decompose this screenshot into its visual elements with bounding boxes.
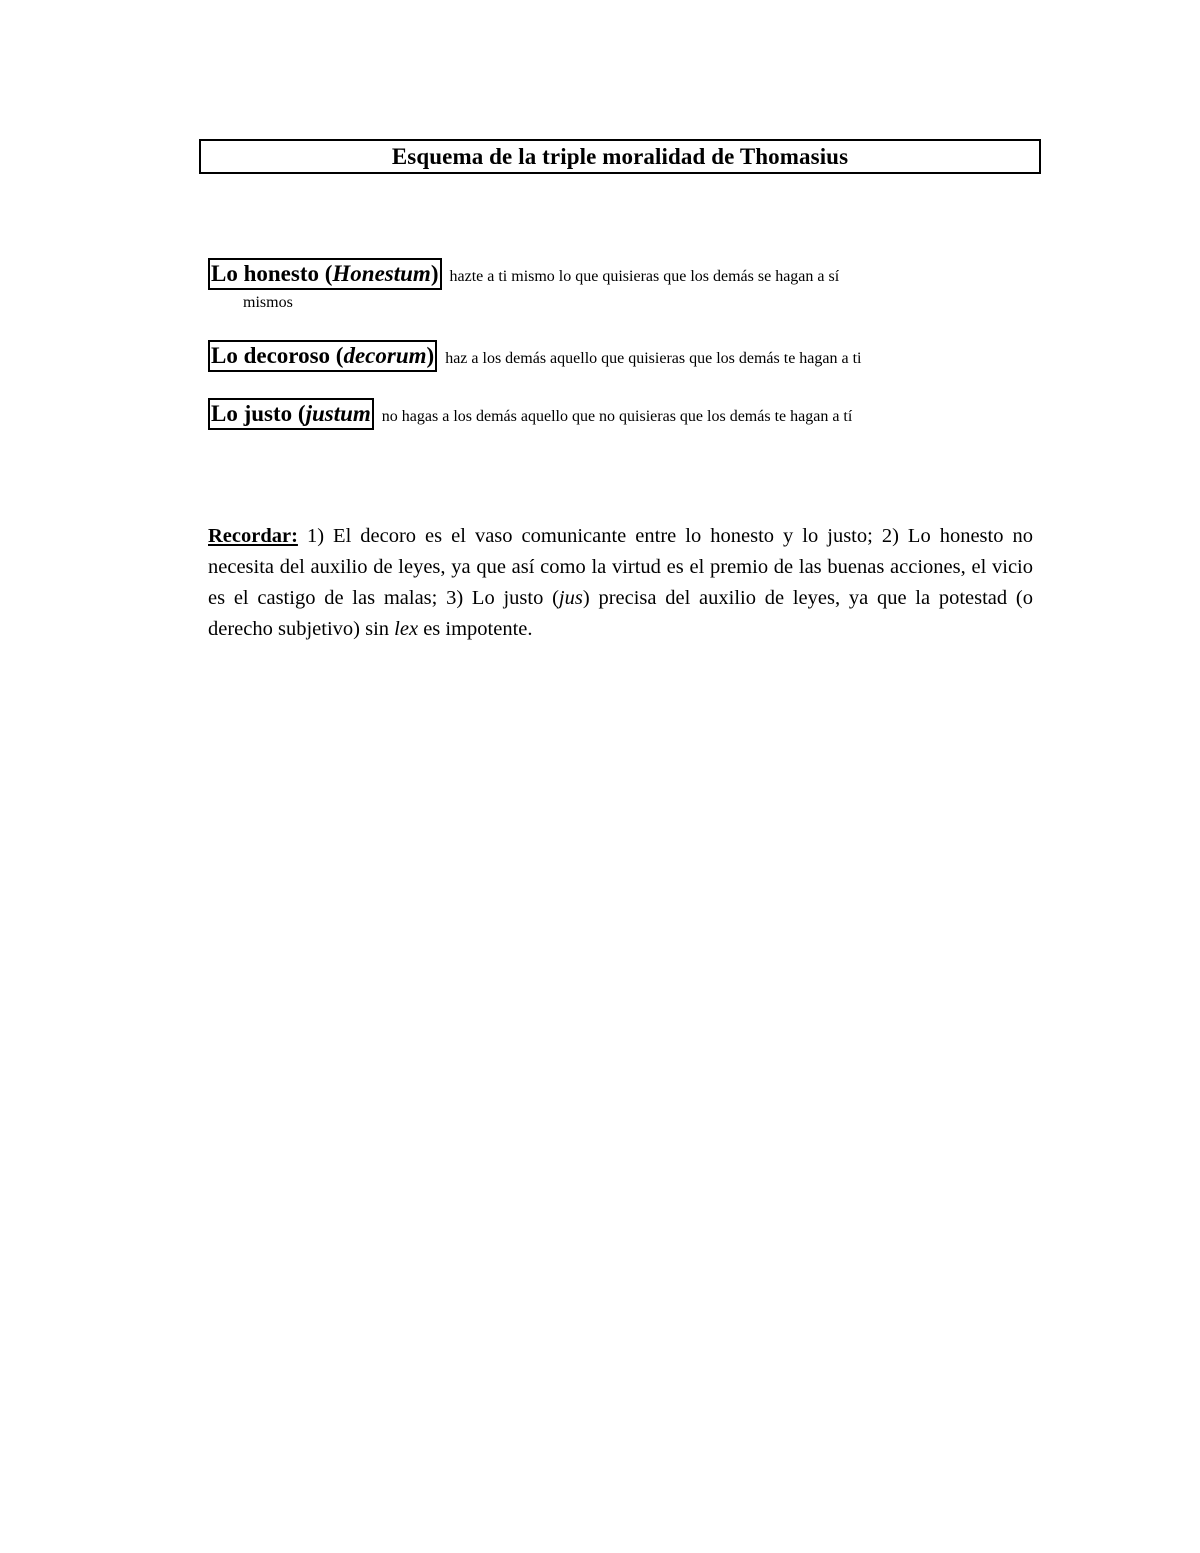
term-prefix: Lo honesto ( xyxy=(211,261,333,286)
reminder-text-1: 1) El decoro es el vaso comunicante entre lo honesto y lo justo; 2) Lo honesto no necesita del auxilio de leyes, ya que así como la virtud es el premio de las buenas acciones, el vicio es el castigo de las malas; 3) Lo justo ( xyxy=(208,524,1033,609)
term-prefix: Lo justo ( xyxy=(211,401,306,426)
term-latin: decorum xyxy=(343,343,427,368)
term-latin: justum xyxy=(305,401,371,426)
definition-decoroso: haz a los demás aquello que quisieras que los demás te hagan a ti xyxy=(445,350,862,367)
term-prefix: Lo decoroso ( xyxy=(211,343,344,368)
entry-decoroso xyxy=(208,340,1033,373)
definition-honesto-cont: mismos xyxy=(243,294,293,311)
reminder-paragraph xyxy=(208,521,1033,645)
term-suffix: ) xyxy=(426,343,435,368)
reminder-label: Recordar: xyxy=(208,524,298,547)
reminder-italic-jus: jus xyxy=(558,586,583,609)
entry-justo xyxy=(208,398,1033,431)
entry-honesto xyxy=(208,258,1033,313)
reminder-italic-lex: lex xyxy=(394,617,419,640)
document-title xyxy=(199,139,1041,174)
definition-justo: no hagas a los demás aquello que no quisieras que los demás te hagan a tí xyxy=(381,408,853,425)
term-decoroso xyxy=(208,340,437,372)
definition-honesto: hazte a ti mismo lo que quisieras que los demás se hagan a sí xyxy=(449,268,840,285)
term-honesto xyxy=(208,258,442,290)
reminder-text-3: es impotente. xyxy=(418,617,533,640)
term-justo xyxy=(208,398,374,430)
term-latin: Honestum xyxy=(332,261,431,286)
term-suffix: ) xyxy=(430,261,439,286)
title-text: Esquema de la triple moralidad de Thomasius xyxy=(391,144,849,169)
reminder-text-2: ) precisa del auxilio de leyes, ya que la potestad (o derecho subjetivo) sin xyxy=(208,586,1033,640)
